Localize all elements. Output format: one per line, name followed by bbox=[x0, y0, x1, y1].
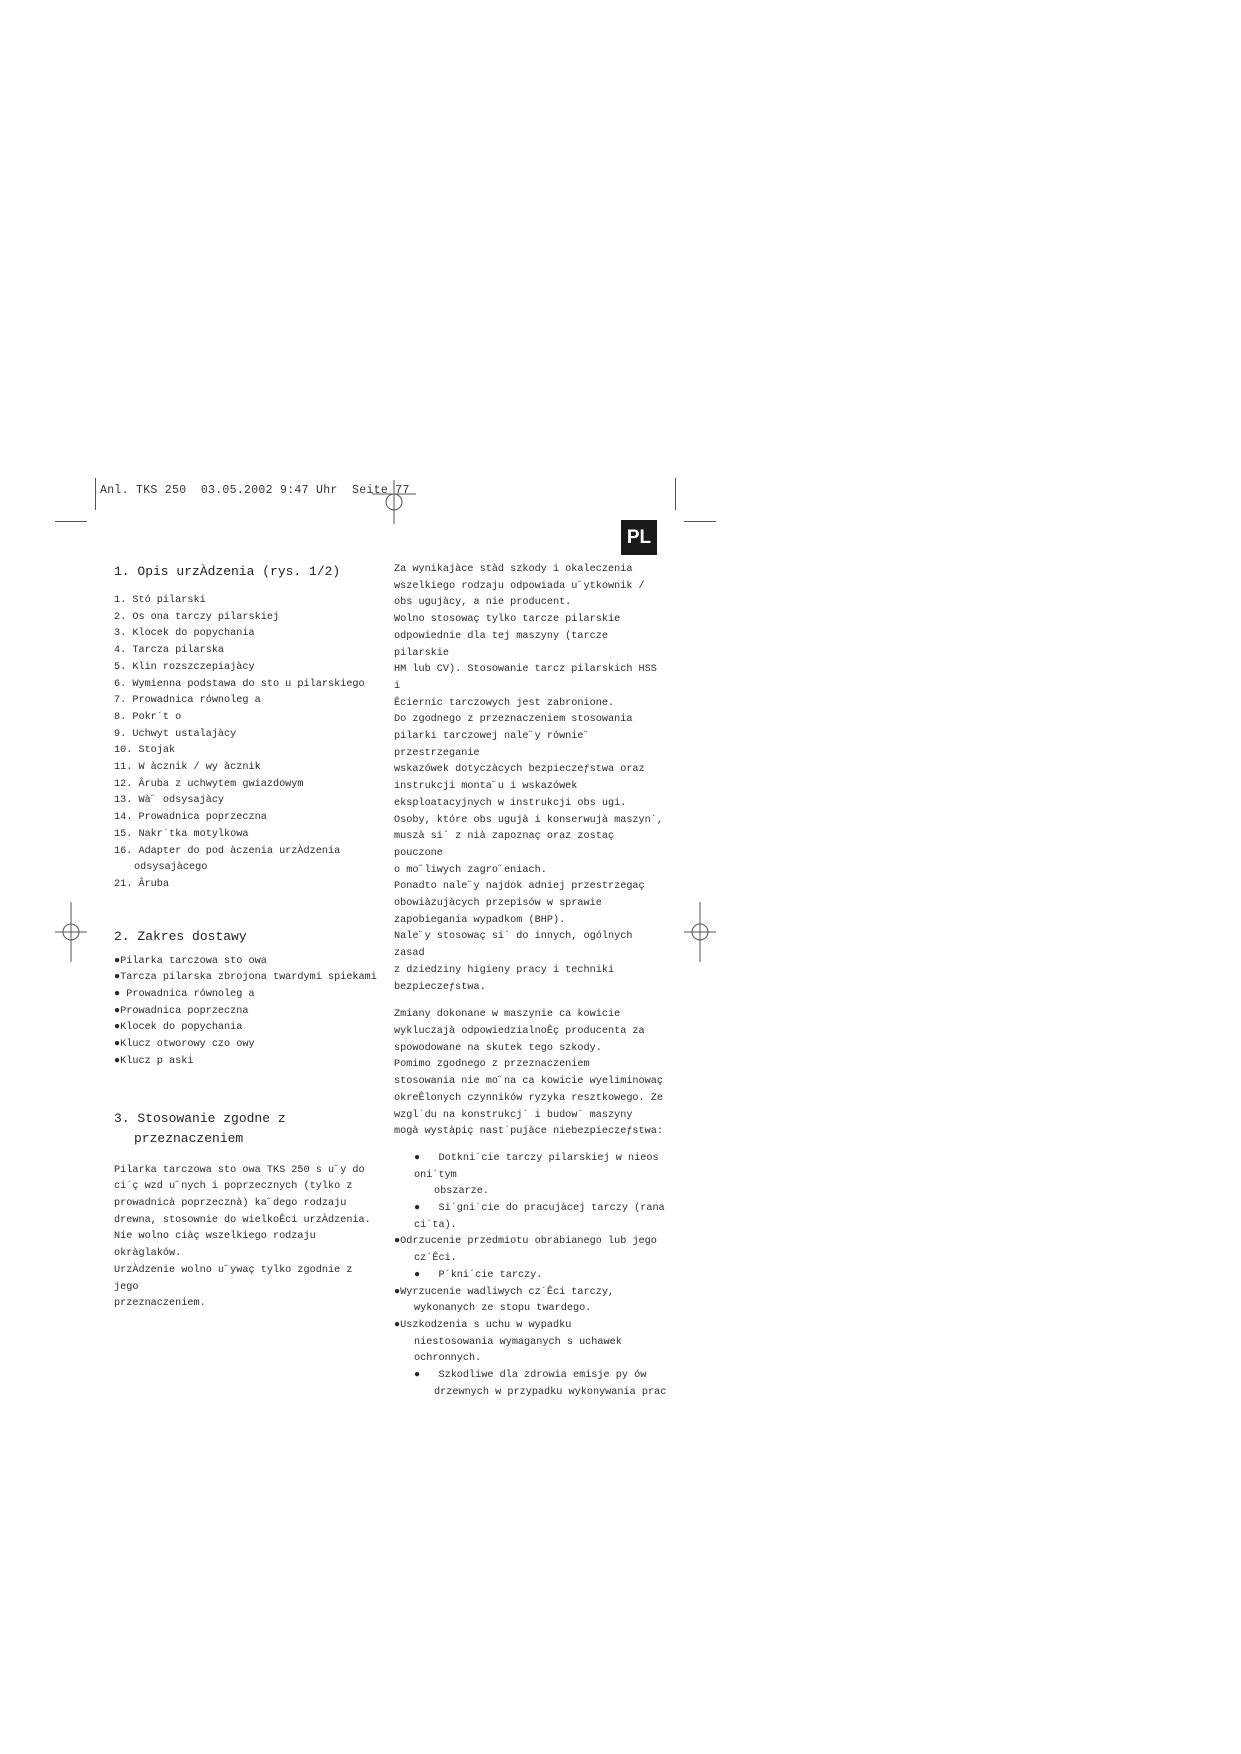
registration-mark-right-icon bbox=[684, 902, 716, 962]
hazard-text: Wyrzucenie wadliwych cz´Êci tarczy, bbox=[400, 1286, 615, 1298]
list-item: 5. Klin rozszczepiajàcy bbox=[114, 661, 255, 673]
crop-mark-top-right-vertical bbox=[675, 478, 676, 510]
hazard-text-continuation: niestosowania wymaganych s uchawek bbox=[414, 1336, 622, 1348]
list-item: 6. Wymienna podstawa do sto u pilarskiego bbox=[114, 678, 365, 690]
text-line: Êciernic tarczowych jest zabronione. bbox=[394, 697, 615, 709]
bullet: ● bbox=[414, 1203, 421, 1215]
list-item bbox=[394, 1368, 669, 1401]
hazard-text-continuation: drzewnych w przypadku wykonywania prac bbox=[434, 1386, 667, 1398]
list-item: 14. Prowadnica poprzeczna bbox=[114, 812, 267, 824]
bullet: ● bbox=[414, 1152, 421, 1164]
list-item: 8. Pokr´t o bbox=[114, 711, 182, 723]
list-item bbox=[394, 1268, 669, 1285]
list-item: ●Pilarka tarczowa sto owa bbox=[114, 955, 267, 967]
text-line: spowodowane na skutek tego szkody. bbox=[394, 1042, 602, 1054]
list-item: 12. Âruba z uchwytem gwiazdowym bbox=[114, 778, 304, 790]
text-line: bezpieczeƒstwa. bbox=[394, 981, 486, 993]
hazard-text: Odrzucenie przedmiotu obrabianego lub jego bbox=[400, 1236, 657, 1248]
list-item bbox=[394, 1234, 669, 1267]
hazard-text: Uszkodzenia s uchu w wypadku bbox=[400, 1319, 572, 1331]
hazard-text-continuation: cz´Êci. bbox=[414, 1253, 457, 1265]
text-line: z dziedziny higieny pracy i techniki bbox=[394, 964, 615, 976]
text-line: eksploatacyjnych w instrukcji obs ugi. bbox=[394, 797, 627, 809]
list-item: 3. Klocek do popychania bbox=[114, 628, 255, 640]
list-item bbox=[394, 1201, 669, 1234]
bullet: ● bbox=[394, 1286, 401, 1298]
text-line: okreÊlonych czynników ryzyka resztkowego. Ze bbox=[394, 1092, 663, 1104]
language-badge: PL bbox=[621, 520, 657, 555]
text-line: Nie wolno ciàç wszelkiego rodzaju okràglaków. bbox=[114, 1231, 316, 1260]
list-item: 2. Os ona tarczy pilarskiej bbox=[114, 611, 280, 623]
text-line: prowadnicà poprzecznà) ka˝dego rodzaju bbox=[114, 1197, 347, 1209]
list-item: 10. Stojak bbox=[114, 745, 176, 757]
paragraph-modifications bbox=[394, 1007, 669, 1141]
text-line: HM lub CV). Stosowanie tarcz pilarskich HSS i bbox=[394, 664, 657, 692]
list-item: 1. Stó pilarski bbox=[114, 595, 206, 606]
hazard-text-continuation: wykonanych ze stopu twardego. bbox=[414, 1303, 592, 1315]
list-item: ●Klucz otworowy czo owy bbox=[114, 1039, 255, 1051]
section-1-title: 1. Opis urzÀdzenia (rys. 1/2) bbox=[114, 564, 341, 579]
bullet: ● bbox=[414, 1269, 421, 1281]
text-line: ci´ç wzd u˝nych i poprzecznych (tylko z bbox=[114, 1181, 353, 1193]
text-line: Wolno stosowaç tylko tarcze pilarskie bbox=[394, 614, 621, 626]
bullet: ● bbox=[394, 1236, 401, 1248]
list-item: 4. Tarcza pilarska bbox=[114, 645, 225, 657]
section-3-title-line-1: 3. Stosowanie zgodne z bbox=[114, 1110, 286, 1126]
section-3-title bbox=[114, 1109, 379, 1149]
text-line: obs ugujàcy, a nie producent. bbox=[394, 597, 572, 609]
crop-mark-top-left-vertical bbox=[95, 478, 96, 510]
registration-mark-left-icon bbox=[55, 902, 87, 962]
text-line: wszelkiego rodzaju odpowiada u˝ytkownik / bbox=[394, 580, 645, 592]
list-item-continuation: odsysajàcego bbox=[134, 862, 208, 874]
list-item bbox=[394, 1318, 669, 1368]
text-line: mogà wystàpiç nast´pujàce niebezpieczeƒstwa: bbox=[394, 1126, 663, 1138]
text-line: Pomimo zgodnego z przeznaczeniem bbox=[394, 1059, 590, 1071]
text-line: o mo˝liwych zagro˝eniach. bbox=[394, 864, 547, 876]
list-item: 9. Uchwyt ustalajàcy bbox=[114, 728, 237, 740]
bullet: ● bbox=[394, 1319, 401, 1331]
section-3-text bbox=[114, 1163, 379, 1313]
list-item: 21. Âruba bbox=[114, 878, 170, 890]
text-line: Zmiany dokonane w maszynie ca kowicie bbox=[394, 1009, 621, 1021]
text-line: stosowania nie mo˝na ca kowicie wyeliminowaç bbox=[394, 1076, 663, 1088]
hazard-text: Szkodliwe dla zdrowia emisje py ów bbox=[438, 1370, 647, 1382]
list-item: 16. Adapter do pod àczenia urzÀdzenia bbox=[114, 845, 341, 857]
paragraph-responsibility bbox=[394, 562, 669, 996]
list-item: ● Prowadnica równoleg a bbox=[114, 989, 255, 1001]
text-line: Osoby, które obs ugujà i konserwujà maszyn´, bbox=[394, 814, 663, 826]
hazard-text-continuation: ochronnych. bbox=[414, 1353, 482, 1365]
hazard-text: Si´gni´cie do pracujàcej tarczy (rana ci´ta). bbox=[414, 1203, 665, 1231]
text-line: przeznaczeniem. bbox=[114, 1298, 206, 1310]
text-line: Do zgodnego z przeznaczeniem stosowania bbox=[394, 714, 633, 726]
left-column bbox=[114, 562, 379, 1313]
section-3-title-line-2: przeznaczeniem bbox=[134, 1130, 244, 1146]
hazard-list bbox=[394, 1151, 669, 1402]
list-item: ●Prowadnica poprzeczna bbox=[114, 1005, 249, 1017]
text-line: Nale˝y stosowaç si´ do innych, ogólnych zasad bbox=[394, 931, 633, 960]
list-item: ●Klocek do popychania bbox=[114, 1022, 243, 1034]
right-column bbox=[394, 562, 669, 1401]
text-line: zapobiegania wypadkom (BHP). bbox=[394, 914, 566, 926]
text-line: Pilarka tarczowa sto owa TKS 250 s u˝y do bbox=[114, 1164, 365, 1176]
hazard-text: P´kni´cie tarczy. bbox=[438, 1269, 543, 1281]
parts-list bbox=[114, 593, 379, 894]
hazard-text-continuation: obszarze. bbox=[434, 1186, 490, 1198]
text-line: instrukcji monta˝u i wskazówek bbox=[394, 781, 578, 793]
crop-mark-right-horizontal bbox=[684, 521, 716, 522]
list-item: 7. Prowadnica równoleg a bbox=[114, 695, 261, 707]
text-line: wykluczajà odpowiedzialnoÊç producenta za bbox=[394, 1025, 645, 1037]
bullet: ● bbox=[414, 1370, 421, 1382]
delivery-list bbox=[114, 954, 379, 1071]
list-item: 13. Wà˝ odsysajàcy bbox=[114, 795, 225, 807]
print-slug: Anl. TKS 250 03.05.2002 9:47 Uhr Seite 77 bbox=[100, 484, 410, 497]
list-item: 11. W àcznik / wy àcznik bbox=[114, 762, 261, 774]
list-item: ●Klucz p aski bbox=[114, 1055, 194, 1067]
text-line: pilarki tarczowej nale˝y równie˝ przestrzeganie bbox=[394, 731, 590, 759]
text-line: obowiàzujàcych przepisów w sprawie bbox=[394, 898, 602, 910]
list-item bbox=[394, 1285, 669, 1318]
text-line: UrzÀdzenie wolno u˝ywaç tylko zgodnie z jego bbox=[114, 1264, 353, 1293]
crop-mark-left-horizontal bbox=[55, 521, 87, 522]
list-item: 15. Nakr´tka motylkowa bbox=[114, 828, 249, 840]
text-line: wskazówek dotyczàcych bezpieczeƒstwa oraz bbox=[394, 764, 645, 776]
text-line: Za wynikajàce stàd szkody i okaleczenia bbox=[394, 564, 633, 575]
section-2-title: 2. Zakres dostawy bbox=[114, 928, 247, 944]
hazard-text: Dotkni´cie tarczy pilarskiej w nieos oni´tym bbox=[414, 1152, 659, 1181]
list-item: ●Tarcza pilarska zbrojona twardymi spiekami bbox=[114, 972, 377, 984]
text-line: muszà si´ z nià zapoznaç oraz zostaç pouczone bbox=[394, 831, 615, 859]
list-item bbox=[394, 1151, 669, 1201]
text-line: drewna, stosownie do wielkoÊci urzÀdzenia. bbox=[114, 1214, 371, 1226]
text-line: odpowiednie dla tej maszyny (tarcze pilarskie bbox=[394, 630, 608, 659]
text-line: wzgl´du na konstrukcj´ i budow´ maszyny bbox=[394, 1109, 633, 1121]
text-line: Ponadto nale˝y najdok adniej przestrzegaç bbox=[394, 881, 645, 893]
